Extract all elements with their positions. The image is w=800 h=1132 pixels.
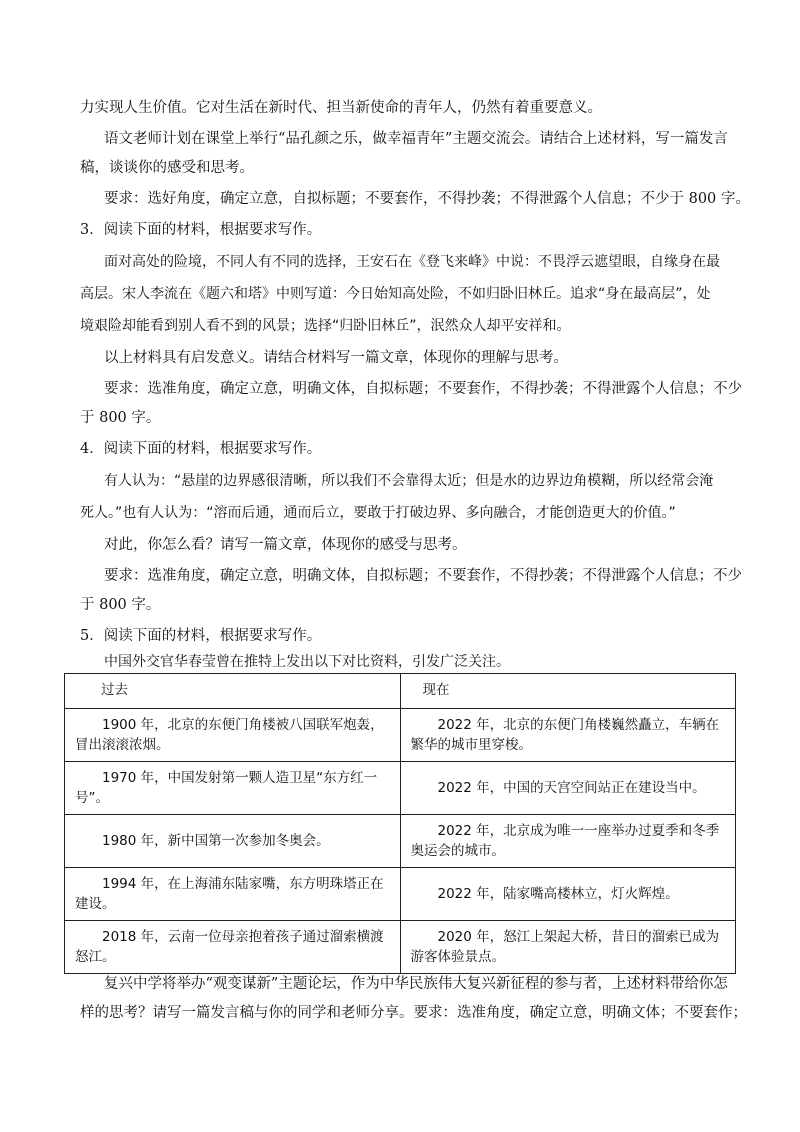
header-now: 现在	[422, 682, 450, 698]
question-4-heading: 4．阅读下面的材料，根据要求写作。	[80, 441, 322, 457]
requirement-line: 于 800 字。	[80, 597, 161, 613]
material-line: 境艰险却能看到别人看不到的风景；选择“归卧旧林丘”，泯然众人却平安祥和。	[80, 318, 571, 334]
table-row	[65, 762, 736, 815]
table-header-cell	[65, 674, 401, 709]
requirement-line: 要求：选准角度，确定立意，明确文体，自拟标题；不要套作，不得抄袭；不得泄露个人信息；不少	[104, 568, 742, 584]
task-line: 样的思考？请写一篇发言稿与你的同学和老师分享。要求：选准角度，确定立意，明确文体；不要套作；	[80, 1005, 747, 1021]
question-3-heading: 3．阅读下面的材料，根据要求写作。	[80, 222, 322, 238]
requirement-line: 要求：选准角度，确定立意，明确文体，自拟标题；不要套作，不得抄袭；不得泄露个人信息；不少	[104, 381, 742, 397]
table-cell	[65, 815, 401, 868]
requirement-line: 于 800 字。	[80, 410, 161, 426]
comparison-table	[64, 673, 736, 974]
task-line: 复兴中学将举办“观变谋新”主题论坛，作为中华民族伟大复兴新征程的参与者，上述材料带给你怎	[104, 976, 728, 992]
task-line: 以上材料具有启发意义。请结合材料写一篇文章，体现你的理解与思考。	[104, 350, 568, 366]
table-row	[65, 868, 736, 921]
cell-now: 2022 年，北京成为唯一一座举办过夏季和冬季奥运会的城市。	[410, 823, 720, 859]
table-cell	[400, 921, 736, 974]
cell-past: 1900 年，北京的东便门角楼被八国联军炮轰，冒出滚滚浓烟。	[75, 717, 384, 753]
task-line: 对此，你怎么看？请写一篇文章，体现你的感受与思考。	[104, 537, 467, 553]
table-row	[65, 815, 736, 868]
table-cell	[400, 709, 736, 762]
cell-past: 1980 年，新中国第一次参加冬奥会。	[102, 833, 330, 849]
cell-past: 2018 年，云南一位母亲抱着孩子通过溜索横渡怒江。	[75, 929, 384, 965]
material-line: 面对高处的险境，不同人有不同的选择，王安石在《登飞来峰》中说：不畏浮云遮望眼，自缘身在最	[104, 254, 720, 270]
material-line: 高层。宋人李流在《题六和塔》中则写道：今日始知高处险，不如归卧旧林丘。追求“身在最高层”，处	[80, 286, 711, 302]
table-cell	[400, 868, 736, 921]
material-line: 有人认为：“悬崖的边界感很清晰，所以我们不会靠得太近；但是水的边界边角模糊，所以经常会淹	[104, 473, 714, 489]
cell-now: 2020 年，怒江上架起大桥，昔日的溜索已成为游客体验景点。	[410, 929, 720, 965]
task-paragraph-line: 语文老师计划在课堂上举行“品孔颜之乐，做幸福青年”主题交流会。请结合上述材料，写一篇发言	[104, 131, 728, 147]
table-cell	[65, 762, 401, 815]
material-line: 死人。”也有人认为：“溶而后通，通而后立，要敢于打破边界、多向融合，才能创造更大的价值。”	[80, 505, 676, 521]
table-cell	[400, 762, 736, 815]
table-row	[65, 921, 736, 974]
table-header-row	[65, 674, 736, 709]
table-cell	[65, 921, 401, 974]
material-line: 中国外交官华春莹曾在推特上发出以下对比资料，引发广泛关注。	[104, 654, 510, 670]
requirement-line: 要求：选好角度，确定立意，自拟标题；不要套作，不得抄袭；不得泄露个人信息；不少于 800 字。	[104, 191, 750, 207]
table-cell	[400, 815, 736, 868]
task-paragraph-line: 稿，谈谈你的感受和思考。	[80, 160, 254, 176]
table-header-cell	[400, 674, 736, 709]
paragraph-line: 力实现人生价值。它对生活在新时代、担当新使命的青年人，仍然有着重要意义。	[80, 100, 602, 116]
cell-now: 2022 年，北京的东便门角楼巍然矗立，车辆在繁华的城市里穿梭。	[410, 717, 720, 753]
header-past: 过去	[101, 682, 128, 698]
cell-past: 1994 年，在上海浦东陆家嘴，东方明珠塔正在建设。	[75, 876, 384, 912]
table-row	[65, 709, 736, 762]
cell-now: 2022 年，中国的天宫空间站正在建设当中。	[437, 780, 706, 796]
table-cell	[65, 709, 401, 762]
question-5-heading: 5．阅读下面的材料，根据要求写作。	[80, 628, 322, 644]
cell-past: 1970 年，中国发射第一颗人造卫星“东方红一号”。	[75, 770, 378, 806]
cell-now: 2022 年，陆家嘴高楼林立，灯火辉煌。	[437, 886, 679, 902]
table-cell	[65, 868, 401, 921]
